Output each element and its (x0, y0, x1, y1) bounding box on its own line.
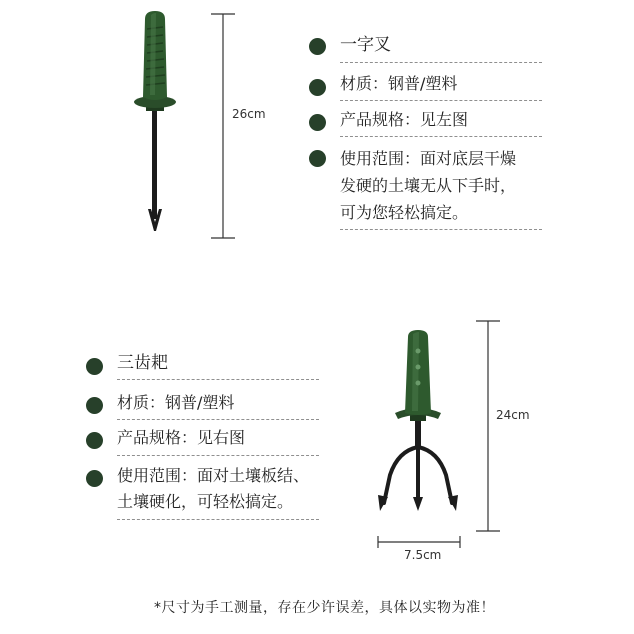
weeder-spec: 产品规格：见左图 (340, 110, 469, 129)
weeder-height-label: 26cm (232, 107, 266, 121)
divider (117, 419, 319, 420)
cultivator-prongs (384, 447, 452, 503)
weeder-usage-line1: 使用范围：面对底层干燥 (340, 149, 517, 168)
cultivator-prong-tips (378, 495, 458, 511)
cultivator-width-label: 7.5cm (404, 548, 442, 562)
bullet-icon (86, 397, 103, 414)
weeder-shaft (152, 107, 157, 219)
cultivator-spec: 产品规格：见右图 (117, 428, 246, 447)
bullet-icon (86, 470, 103, 487)
cultivator-usage-line2: 土壤硬化，可轻松搞定。 (117, 492, 294, 511)
weeder-name: 一字叉 (340, 35, 391, 55)
weeder-tool-illustration (120, 5, 190, 240)
cultivator-handle-highlight (412, 332, 419, 411)
bullet-icon (86, 358, 103, 375)
bullet-icon (309, 150, 326, 167)
cultivator-tool-illustration (370, 325, 470, 520)
divider (117, 455, 319, 456)
cultivator-neck (415, 419, 421, 449)
measurement-footnote: *尺寸为手工测量，存在少许误差，具体以实物为准！ (154, 600, 495, 616)
weeder-height-dimension (205, 10, 245, 245)
divider (340, 62, 542, 63)
weeder-handle-highlight (150, 13, 156, 95)
cultivator-usage-line1: 使用范围：面对土壤板结、 (117, 466, 310, 485)
bullet-icon (309, 79, 326, 96)
divider (117, 379, 319, 380)
bullet-icon (86, 432, 103, 449)
weeder-usage-line3: 可为您轻松搞定。 (340, 203, 469, 222)
bullet-icon (309, 114, 326, 131)
cultivator-name: 三齿耙 (117, 353, 168, 373)
weeder-material: 材质：钢普/塑料 (340, 74, 458, 93)
divider (340, 100, 542, 101)
cultivator-height-label: 24cm (496, 408, 530, 422)
cultivator-material: 材质：钢普/塑料 (117, 393, 235, 412)
cultivator-height-dimension (470, 315, 510, 540)
divider (117, 519, 319, 520)
bullet-icon (309, 38, 326, 55)
weeder-usage-line2: 发硬的土壤无从下手时， (340, 176, 517, 195)
divider (340, 136, 542, 137)
divider (340, 229, 542, 230)
